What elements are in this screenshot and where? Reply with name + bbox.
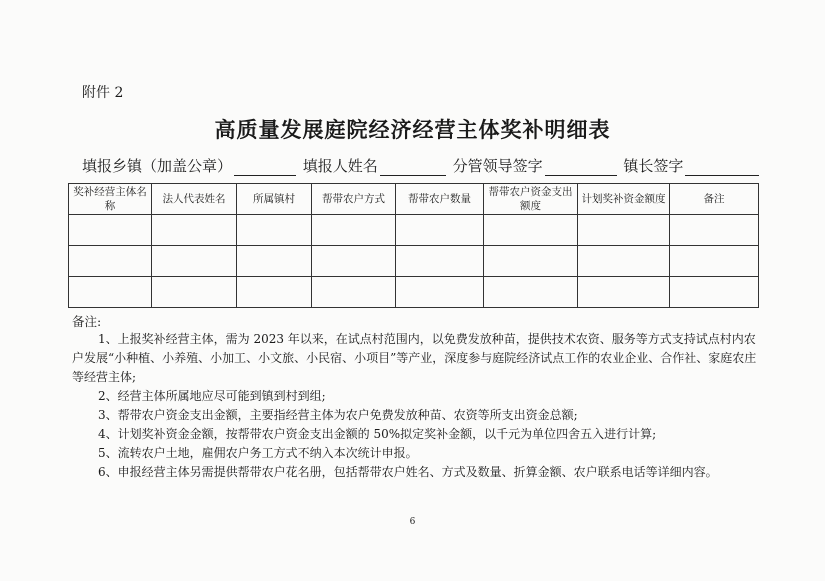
header-cell: 计划奖补资金额度 [578, 184, 670, 215]
town-label: 填报乡镇（加盖公章） [82, 157, 233, 175]
note-item: 3、帮带农户资金支出金额，主要指经营主体为农户免费发放种苗、农资等所支出资金总额; [98, 408, 578, 422]
table-cell[interactable] [670, 215, 759, 246]
mayor-label: 镇长签字 [623, 157, 684, 175]
table-row [69, 277, 759, 308]
table-cell[interactable] [578, 246, 670, 277]
reporter-label: 填报人姓名 [302, 157, 378, 175]
table-cell[interactable] [69, 246, 152, 277]
table-cell[interactable] [578, 277, 670, 308]
note-item: 4、计划奖补资金金额，按帮带农户资金支出金额的 50%拟定奖补金额，以千元为单位四舍五入进行计算; [98, 427, 657, 441]
table-row [69, 215, 759, 246]
table-cell[interactable] [484, 277, 578, 308]
fill-in-row [82, 155, 762, 176]
header-cell: 帮带农户方式 [312, 184, 396, 215]
mayor-blank[interactable] [685, 159, 759, 176]
notes-title: 备注: [72, 314, 102, 329]
note-item: 6、申报经营主体另需提供帮带农户花名册，包括帮带农户姓名、方式及数量、折算金额、农户联系电话等详细内容。 [98, 465, 718, 479]
table-cell[interactable] [578, 215, 670, 246]
header-cell: 备注 [670, 184, 759, 215]
note-item: 1、上报奖补经营主体，需为 2023 年以来，在试点村范围内，以免费发放种苗，提供技术农资、服务等方式支持试点村内农户发展“小种植、小养殖、小加工、小文旅、小民宿、小项目”等产业，深度参与庭院经济试点工作的农业企业、合作社、家庭农庄等经营主体; [72, 332, 757, 384]
table-cell[interactable] [237, 215, 312, 246]
table-cell[interactable] [312, 246, 396, 277]
header-cell: 奖补经营主体名称 [69, 184, 152, 215]
table-cell[interactable] [670, 277, 759, 308]
header-cell: 所属镇村 [237, 184, 312, 215]
table-cell[interactable] [670, 246, 759, 277]
notes-list [72, 330, 762, 482]
table-cell[interactable] [237, 277, 312, 308]
header-cell: 帮带农户资金支出额度 [484, 184, 578, 215]
table-cell[interactable] [152, 277, 237, 308]
page-title: 高质量发展庭院经济经营主体奖补明细表 [214, 118, 611, 142]
note-item: 2、经营主体所属地应尽可能到镇到村到组; [98, 389, 326, 403]
reporter-blank[interactable] [380, 159, 446, 176]
table-cell[interactable] [69, 215, 152, 246]
town-blank[interactable] [234, 159, 296, 176]
table-row [69, 246, 759, 277]
table-header-row [69, 184, 759, 215]
table-cell[interactable] [484, 215, 578, 246]
table-cell[interactable] [152, 246, 237, 277]
leader-label: 分管领导签字 [452, 157, 543, 175]
leader-blank[interactable] [545, 159, 617, 176]
subsidy-table [68, 183, 759, 308]
page-number: 6 [409, 517, 416, 527]
note-item: 5、流转农户土地，雇佣农户务工方式不纳入本次统计申报。 [98, 446, 418, 460]
header-cell: 帮带农户数量 [396, 184, 484, 215]
table-cell[interactable] [396, 246, 484, 277]
table-cell[interactable] [484, 246, 578, 277]
table-cell[interactable] [396, 277, 484, 308]
table-cell[interactable] [69, 277, 152, 308]
table-cell[interactable] [312, 215, 396, 246]
table-cell[interactable] [312, 277, 396, 308]
table-cell[interactable] [396, 215, 484, 246]
header-cell: 法人代表姓名 [152, 184, 237, 215]
table-cell[interactable] [152, 215, 237, 246]
attachment-label: 附件 2 [82, 85, 124, 101]
table-cell[interactable] [237, 246, 312, 277]
